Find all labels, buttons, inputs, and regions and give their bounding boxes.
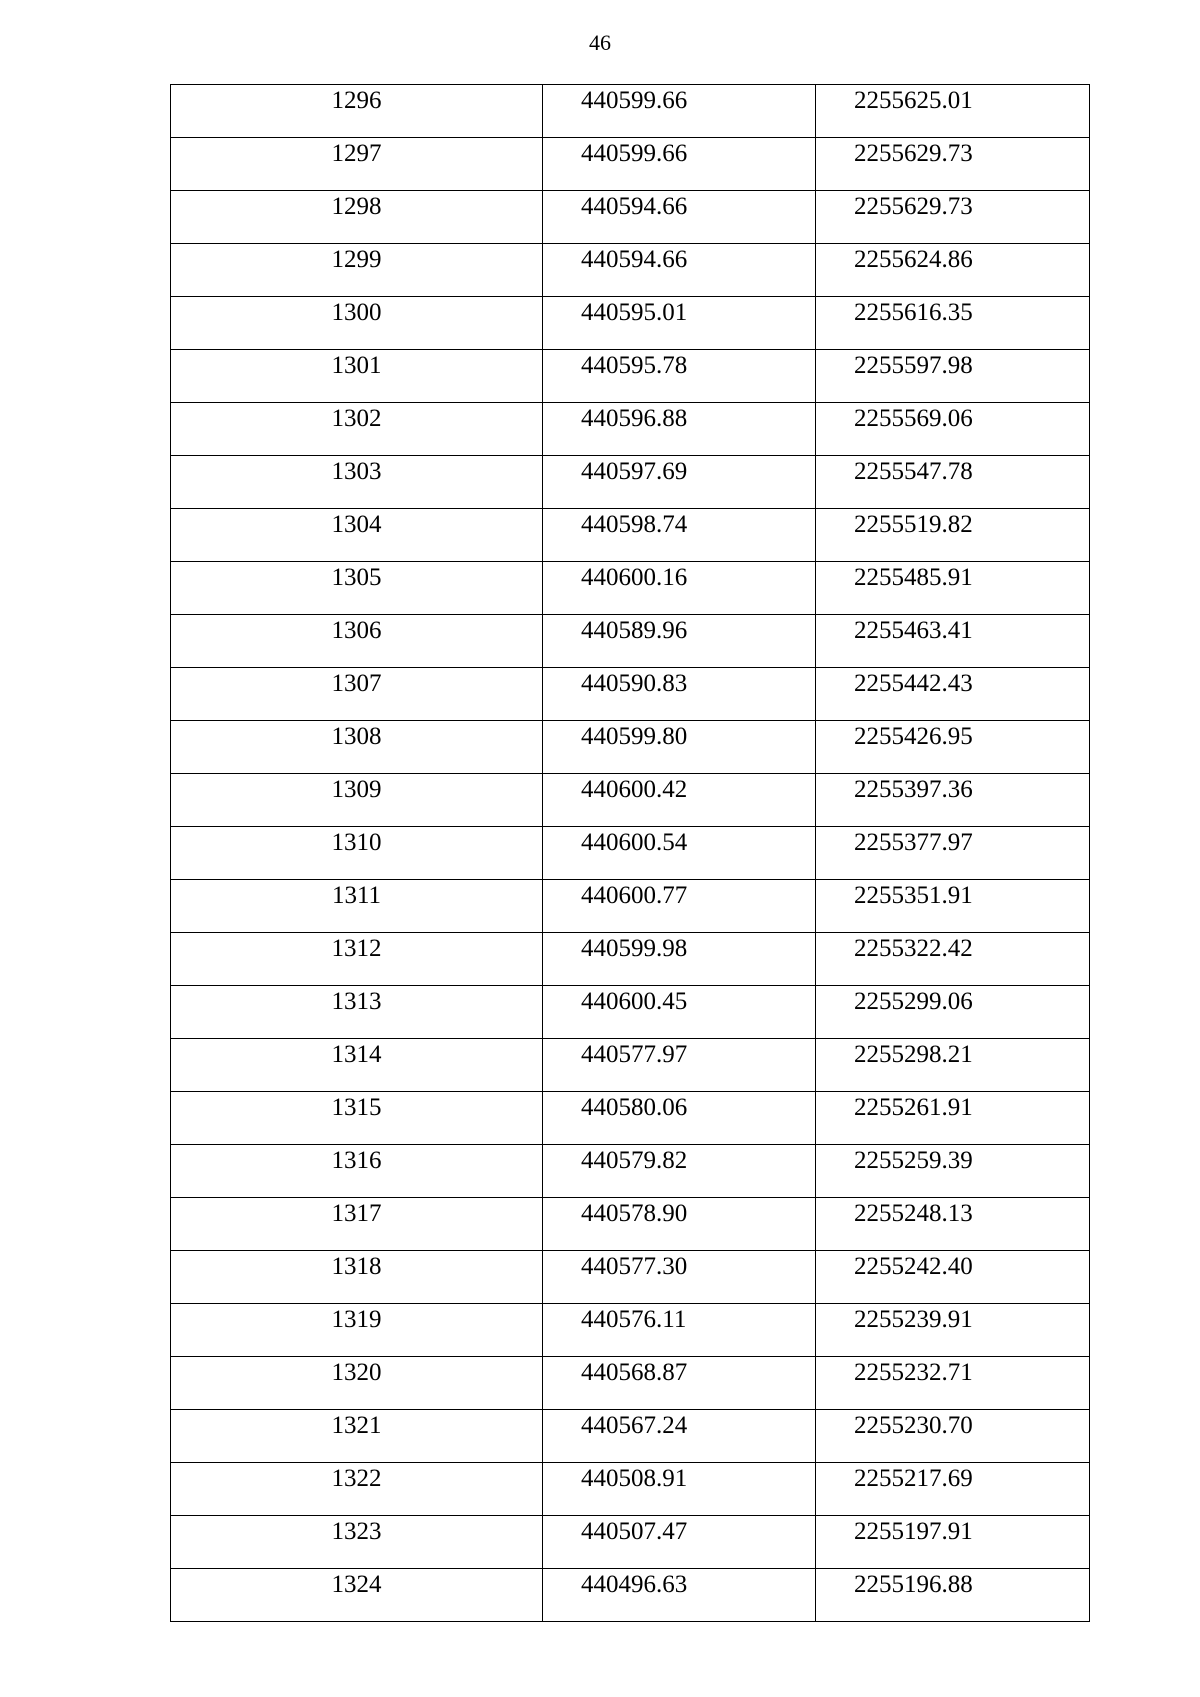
y-coordinate-cell <box>816 1410 1090 1463</box>
cell-text: 2255624.86 <box>854 246 973 273</box>
table-row <box>171 138 1090 191</box>
table-row <box>171 1569 1090 1622</box>
table-row <box>171 880 1090 933</box>
point-number-cell <box>171 85 543 138</box>
table-row <box>171 350 1090 403</box>
point-number-cell <box>171 244 543 297</box>
cell-text: 1308 <box>331 723 382 750</box>
table-row <box>171 1251 1090 1304</box>
table-row <box>171 774 1090 827</box>
x-coordinate-cell <box>543 456 816 509</box>
cell-text: 440599.66 <box>581 140 688 167</box>
table-row <box>171 1516 1090 1569</box>
x-coordinate-cell <box>543 1463 816 1516</box>
table-row <box>171 403 1090 456</box>
x-coordinate-cell <box>543 1410 816 1463</box>
point-number-cell <box>171 986 543 1039</box>
y-coordinate-cell <box>816 1304 1090 1357</box>
y-coordinate-cell <box>816 1357 1090 1410</box>
cell-text: 440576.11 <box>581 1306 687 1333</box>
cell-text: 440507.47 <box>581 1518 688 1545</box>
cell-text: 1323 <box>331 1518 382 1545</box>
point-number-cell <box>171 1304 543 1357</box>
cell-text: 440589.96 <box>581 617 688 644</box>
cell-text: 2255230.70 <box>854 1412 973 1439</box>
point-number-cell <box>171 138 543 191</box>
cell-text: 1322 <box>331 1465 382 1492</box>
cell-text: 440600.54 <box>581 829 688 856</box>
cell-text: 1299 <box>331 246 382 273</box>
y-coordinate-cell <box>816 1516 1090 1569</box>
cell-text: 1297 <box>331 140 382 167</box>
table-row <box>171 509 1090 562</box>
x-coordinate-cell <box>543 350 816 403</box>
x-coordinate-cell <box>543 138 816 191</box>
y-coordinate-cell <box>816 562 1090 615</box>
cell-text: 2255569.06 <box>854 405 973 432</box>
y-coordinate-cell <box>816 615 1090 668</box>
cell-text: 2255397.36 <box>854 776 973 803</box>
x-coordinate-cell <box>543 244 816 297</box>
table-row <box>171 615 1090 668</box>
table-row <box>171 1145 1090 1198</box>
cell-text: 1303 <box>331 458 382 485</box>
x-coordinate-cell <box>543 1251 816 1304</box>
table-row <box>171 721 1090 774</box>
point-number-cell <box>171 1039 543 1092</box>
cell-text: 1319 <box>331 1306 382 1333</box>
x-coordinate-cell <box>543 1039 816 1092</box>
cell-text: 440578.90 <box>581 1200 688 1227</box>
point-number-cell <box>171 1251 543 1304</box>
table-row <box>171 1304 1090 1357</box>
y-coordinate-cell <box>816 191 1090 244</box>
cell-text: 440577.30 <box>581 1253 688 1280</box>
cell-text: 2255485.91 <box>854 564 973 591</box>
cell-text: 1321 <box>331 1412 382 1439</box>
table-row <box>171 668 1090 721</box>
cell-text: 2255196.88 <box>854 1571 973 1598</box>
table-row <box>171 1092 1090 1145</box>
x-coordinate-cell <box>543 827 816 880</box>
cell-text: 440577.97 <box>581 1041 688 1068</box>
cell-text: 1298 <box>331 193 382 220</box>
cell-text: 2255239.91 <box>854 1306 973 1333</box>
y-coordinate-cell <box>816 1569 1090 1622</box>
point-number-cell <box>171 880 543 933</box>
table-row <box>171 297 1090 350</box>
cell-text: 440599.66 <box>581 87 688 114</box>
table-row <box>171 1039 1090 1092</box>
x-coordinate-cell <box>543 1092 816 1145</box>
x-coordinate-cell <box>543 1516 816 1569</box>
cell-text: 1311 <box>331 882 382 909</box>
y-coordinate-cell <box>816 933 1090 986</box>
coordinates-table-body <box>171 85 1090 1622</box>
cell-text: 440599.80 <box>581 723 688 750</box>
cell-text: 440597.69 <box>581 458 688 485</box>
y-coordinate-cell <box>816 1251 1090 1304</box>
cell-text: 2255242.40 <box>854 1253 973 1280</box>
point-number-cell <box>171 297 543 350</box>
x-coordinate-cell <box>543 85 816 138</box>
table-row <box>171 191 1090 244</box>
table-row <box>171 456 1090 509</box>
y-coordinate-cell <box>816 668 1090 721</box>
cell-text: 2255597.98 <box>854 352 973 379</box>
coordinates-table <box>170 84 1090 1622</box>
y-coordinate-cell <box>816 827 1090 880</box>
cell-text: 1309 <box>331 776 382 803</box>
point-number-cell <box>171 403 543 456</box>
cell-text: 2255299.06 <box>854 988 973 1015</box>
cell-text: 440594.66 <box>581 246 688 273</box>
y-coordinate-cell <box>816 297 1090 350</box>
cell-text: 440596.88 <box>581 405 688 432</box>
cell-text: 440590.83 <box>581 670 688 697</box>
cell-text: 1315 <box>331 1094 382 1121</box>
x-coordinate-cell <box>543 880 816 933</box>
y-coordinate-cell <box>816 1463 1090 1516</box>
y-coordinate-cell <box>816 1198 1090 1251</box>
cell-text: 1305 <box>331 564 382 591</box>
x-coordinate-cell <box>543 1357 816 1410</box>
point-number-cell <box>171 1357 543 1410</box>
table-row <box>171 1357 1090 1410</box>
y-coordinate-cell <box>816 85 1090 138</box>
point-number-cell <box>171 191 543 244</box>
point-number-cell <box>171 668 543 721</box>
cell-text: 1310 <box>331 829 382 856</box>
cell-text: 1296 <box>331 87 382 114</box>
page-number: 46 <box>589 30 611 55</box>
point-number-cell <box>171 1410 543 1463</box>
cell-text: 1320 <box>331 1359 382 1386</box>
cell-text: 2255248.13 <box>854 1200 973 1227</box>
cell-text: 440579.82 <box>581 1147 688 1174</box>
point-number-cell <box>171 774 543 827</box>
x-coordinate-cell <box>543 774 816 827</box>
y-coordinate-cell <box>816 1092 1090 1145</box>
point-number-cell <box>171 1092 543 1145</box>
cell-text: 1318 <box>331 1253 382 1280</box>
cell-text: 1313 <box>331 988 382 1015</box>
cell-text: 2255547.78 <box>854 458 973 485</box>
cell-text: 440496.63 <box>581 1571 688 1598</box>
point-number-cell <box>171 509 543 562</box>
cell-text: 2255629.73 <box>854 193 973 220</box>
cell-text: 1306 <box>331 617 382 644</box>
cell-text: 2255232.71 <box>854 1359 973 1386</box>
point-number-cell <box>171 721 543 774</box>
cell-text: 440600.77 <box>581 882 688 909</box>
point-number-cell <box>171 1516 543 1569</box>
table-row <box>171 827 1090 880</box>
point-number-cell <box>171 562 543 615</box>
cell-text: 440508.91 <box>581 1465 688 1492</box>
cell-text: 440594.66 <box>581 193 688 220</box>
table-row <box>171 1198 1090 1251</box>
cell-text: 2255298.21 <box>854 1041 973 1068</box>
y-coordinate-cell <box>816 1145 1090 1198</box>
cell-text: 440567.24 <box>581 1412 688 1439</box>
cell-text: 2255322.42 <box>854 935 973 962</box>
y-coordinate-cell <box>816 986 1090 1039</box>
table-row <box>171 986 1090 1039</box>
x-coordinate-cell <box>543 1569 816 1622</box>
x-coordinate-cell <box>543 1198 816 1251</box>
x-coordinate-cell <box>543 668 816 721</box>
point-number-cell <box>171 1198 543 1251</box>
x-coordinate-cell <box>543 509 816 562</box>
cell-text: 2255625.01 <box>854 87 973 114</box>
cell-text: 1301 <box>331 352 382 379</box>
cell-text: 1312 <box>331 935 382 962</box>
x-coordinate-cell <box>543 721 816 774</box>
cell-text: 2255463.41 <box>854 617 973 644</box>
cell-text: 440580.06 <box>581 1094 688 1121</box>
table-row <box>171 933 1090 986</box>
cell-text: 2255377.97 <box>854 829 973 856</box>
cell-text: 1302 <box>331 405 382 432</box>
cell-text: 440598.74 <box>581 511 688 538</box>
x-coordinate-cell <box>543 403 816 456</box>
x-coordinate-cell <box>543 562 816 615</box>
table-row <box>171 1463 1090 1516</box>
y-coordinate-cell <box>816 509 1090 562</box>
cell-text: 2255259.39 <box>854 1147 973 1174</box>
cell-text: 440595.78 <box>581 352 688 379</box>
x-coordinate-cell <box>543 933 816 986</box>
point-number-cell <box>171 933 543 986</box>
cell-text: 1317 <box>331 1200 382 1227</box>
cell-text: 2255442.43 <box>854 670 973 697</box>
y-coordinate-cell <box>816 138 1090 191</box>
cell-text: 2255197.91 <box>854 1518 973 1545</box>
cell-text: 1314 <box>331 1041 382 1068</box>
cell-text: 440600.45 <box>581 988 688 1015</box>
x-coordinate-cell <box>543 1145 816 1198</box>
point-number-cell <box>171 1463 543 1516</box>
y-coordinate-cell <box>816 1039 1090 1092</box>
cell-text: 440599.98 <box>581 935 688 962</box>
table-row <box>171 1410 1090 1463</box>
cell-text: 2255351.91 <box>854 882 973 909</box>
y-coordinate-cell <box>816 244 1090 297</box>
cell-text: 2255217.69 <box>854 1465 973 1492</box>
cell-text: 1304 <box>331 511 382 538</box>
cell-text: 1324 <box>331 1571 382 1598</box>
x-coordinate-cell <box>543 1304 816 1357</box>
point-number-cell <box>171 456 543 509</box>
point-number-cell <box>171 1145 543 1198</box>
point-number-cell <box>171 1569 543 1622</box>
cell-text: 2255426.95 <box>854 723 973 750</box>
point-number-cell <box>171 827 543 880</box>
y-coordinate-cell <box>816 880 1090 933</box>
y-coordinate-cell <box>816 456 1090 509</box>
y-coordinate-cell <box>816 721 1090 774</box>
cell-text: 2255616.35 <box>854 299 973 326</box>
point-number-cell <box>171 615 543 668</box>
cell-text: 440600.16 <box>581 564 688 591</box>
cell-text: 1300 <box>331 299 382 326</box>
y-coordinate-cell <box>816 774 1090 827</box>
cell-text: 2255261.91 <box>854 1094 973 1121</box>
cell-text: 2255629.73 <box>854 140 973 167</box>
x-coordinate-cell <box>543 297 816 350</box>
cell-text: 440600.42 <box>581 776 688 803</box>
x-coordinate-cell <box>543 986 816 1039</box>
y-coordinate-cell <box>816 350 1090 403</box>
cell-text: 2255519.82 <box>854 511 973 538</box>
table-row <box>171 85 1090 138</box>
x-coordinate-cell <box>543 191 816 244</box>
cell-text: 1316 <box>331 1147 382 1174</box>
cell-text: 1307 <box>331 670 382 697</box>
cell-text: 440568.87 <box>581 1359 688 1386</box>
x-coordinate-cell <box>543 615 816 668</box>
y-coordinate-cell <box>816 403 1090 456</box>
point-number-cell <box>171 350 543 403</box>
table-row <box>171 244 1090 297</box>
table-row <box>171 562 1090 615</box>
cell-text: 440595.01 <box>581 299 688 326</box>
